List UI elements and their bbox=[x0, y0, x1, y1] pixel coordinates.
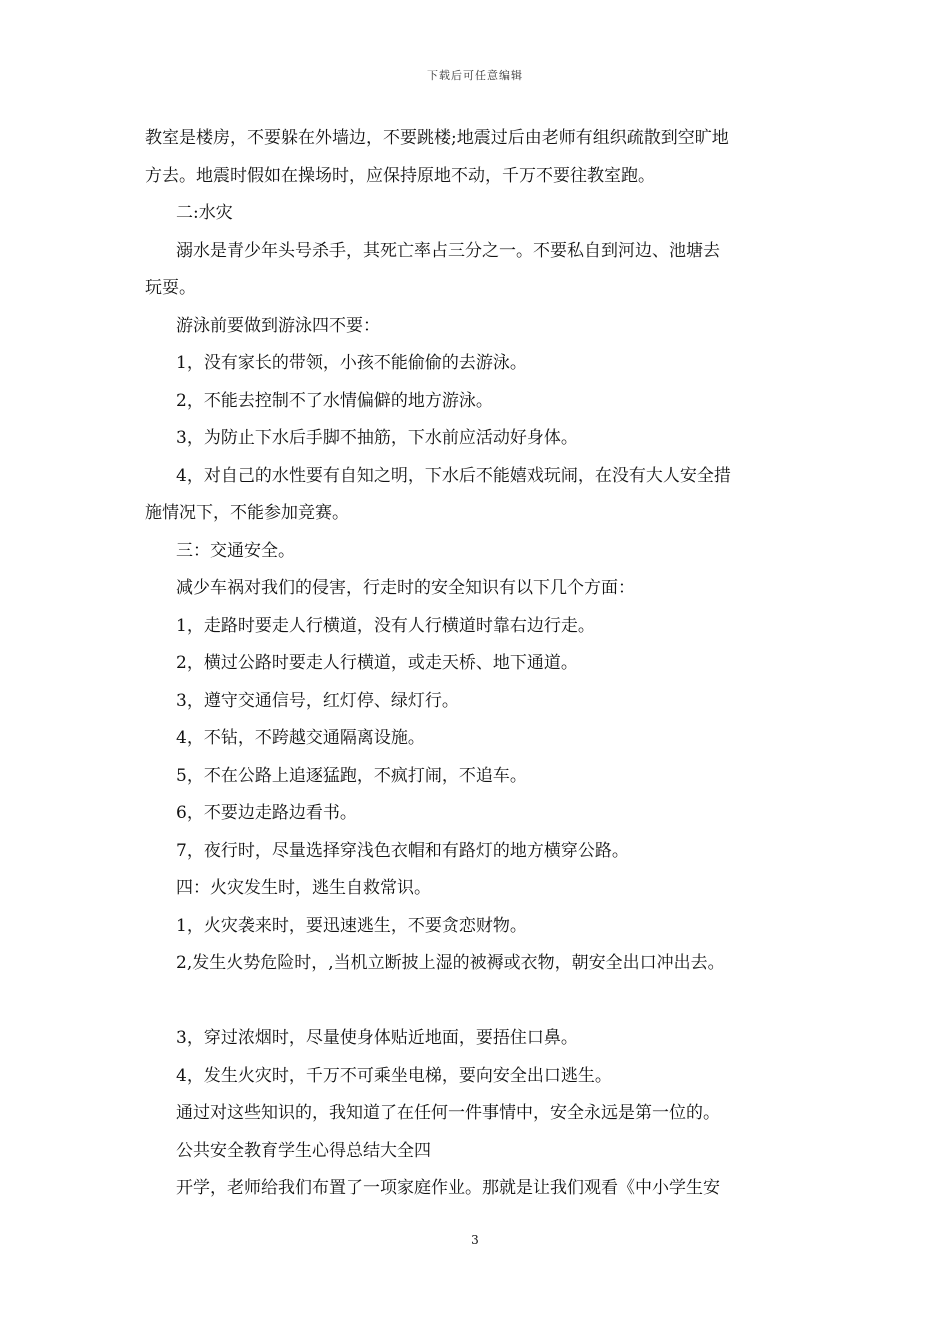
paragraph-line: 玩耍。 bbox=[145, 278, 196, 298]
list-item: 1，没有家长的带领，小孩不能偷偷的去游泳。 bbox=[176, 353, 527, 373]
document-body bbox=[145, 120, 810, 1208]
section-heading: 三：交通安全。 bbox=[176, 540, 295, 561]
list-item: 3，穿过浓烟时，尽量使身体贴近地面，要捂住口鼻。 bbox=[176, 1028, 578, 1048]
page-number: 3 bbox=[471, 1233, 479, 1247]
paragraph-line: 减少车祸对我们的侵害，行走时的安全知识有以下几个方面： bbox=[176, 578, 635, 598]
paragraph-line: 通过对这些知识的，我知道了在任何一件事情中，安全永远是第一位的。 bbox=[176, 1103, 720, 1123]
list-item: 3，遵守交通信号，红灯停、绿灯行。 bbox=[176, 690, 459, 711]
list-item: 7，夜行时，尽量选择穿浅色衣帽和有路灯的地方横穿公路。 bbox=[176, 840, 629, 861]
list-item: 2，横过公路时要走人行横道，或走天桥、地下通道。 bbox=[176, 653, 578, 673]
section-heading: 四：火灾发生时，逃生自救常识。 bbox=[176, 878, 431, 898]
list-item: 4，不钻，不跨越交通隔离设施。 bbox=[176, 728, 425, 748]
section-heading: 公共安全教育学生心得总结大全四 bbox=[176, 1140, 431, 1161]
list-item: 5，不在公路上追逐猛跑，不疯打闹，不追车。 bbox=[176, 765, 527, 786]
list-item: 2，不能去控制不了水情偏僻的地方游泳。 bbox=[176, 390, 493, 411]
paragraph-line: 开学，老师给我们布置了一项家庭作业。那就是让我们观看《中小学生安 bbox=[176, 1178, 720, 1198]
paragraph-line: 施情况下，不能参加竞赛。 bbox=[145, 503, 349, 523]
page-header: 下载后可任意编辑 bbox=[427, 69, 523, 82]
list-item: 4，发生火灾时，千万不可乘坐电梯，要向安全出口逃生。 bbox=[176, 1065, 612, 1086]
list-item: 3，为防止下水后手脚不抽筋，下水前应活动好身体。 bbox=[176, 428, 578, 448]
paragraph-line: 教室是楼房，不要躲在外墙边，不要跳楼;地震过后由老师有组织疏散到空旷地 bbox=[145, 128, 729, 148]
paragraph-line: 方去。地震时假如在操场时，应保持原地不动，千万不要往教室跑。 bbox=[145, 165, 655, 186]
list-item: 1，火灾袭来时，要迅速逃生，不要贪恋财物。 bbox=[176, 915, 527, 936]
paragraph-line: 溺水是青少年头号杀手，其死亡率占三分之一。不要私自到河边、池塘去 bbox=[176, 240, 720, 261]
paragraph-line: 游泳前要做到游泳四不要： bbox=[176, 315, 380, 336]
section-heading: 二:水灾 bbox=[176, 203, 233, 223]
list-item: 4，对自己的水性要有自知之明，下水后不能嬉戏玩闹，在没有大人安全措 bbox=[176, 465, 731, 486]
blank-line bbox=[145, 983, 810, 1021]
list-item: 1，走路时要走人行横道，没有人行横道时靠右边行走。 bbox=[176, 615, 595, 636]
list-item: 6，不要边走路边看书。 bbox=[176, 803, 357, 823]
list-item: 2,发生火势危险时，,当机立断披上湿的被褥或衣物，朝安全出口冲出去。 bbox=[176, 953, 725, 973]
